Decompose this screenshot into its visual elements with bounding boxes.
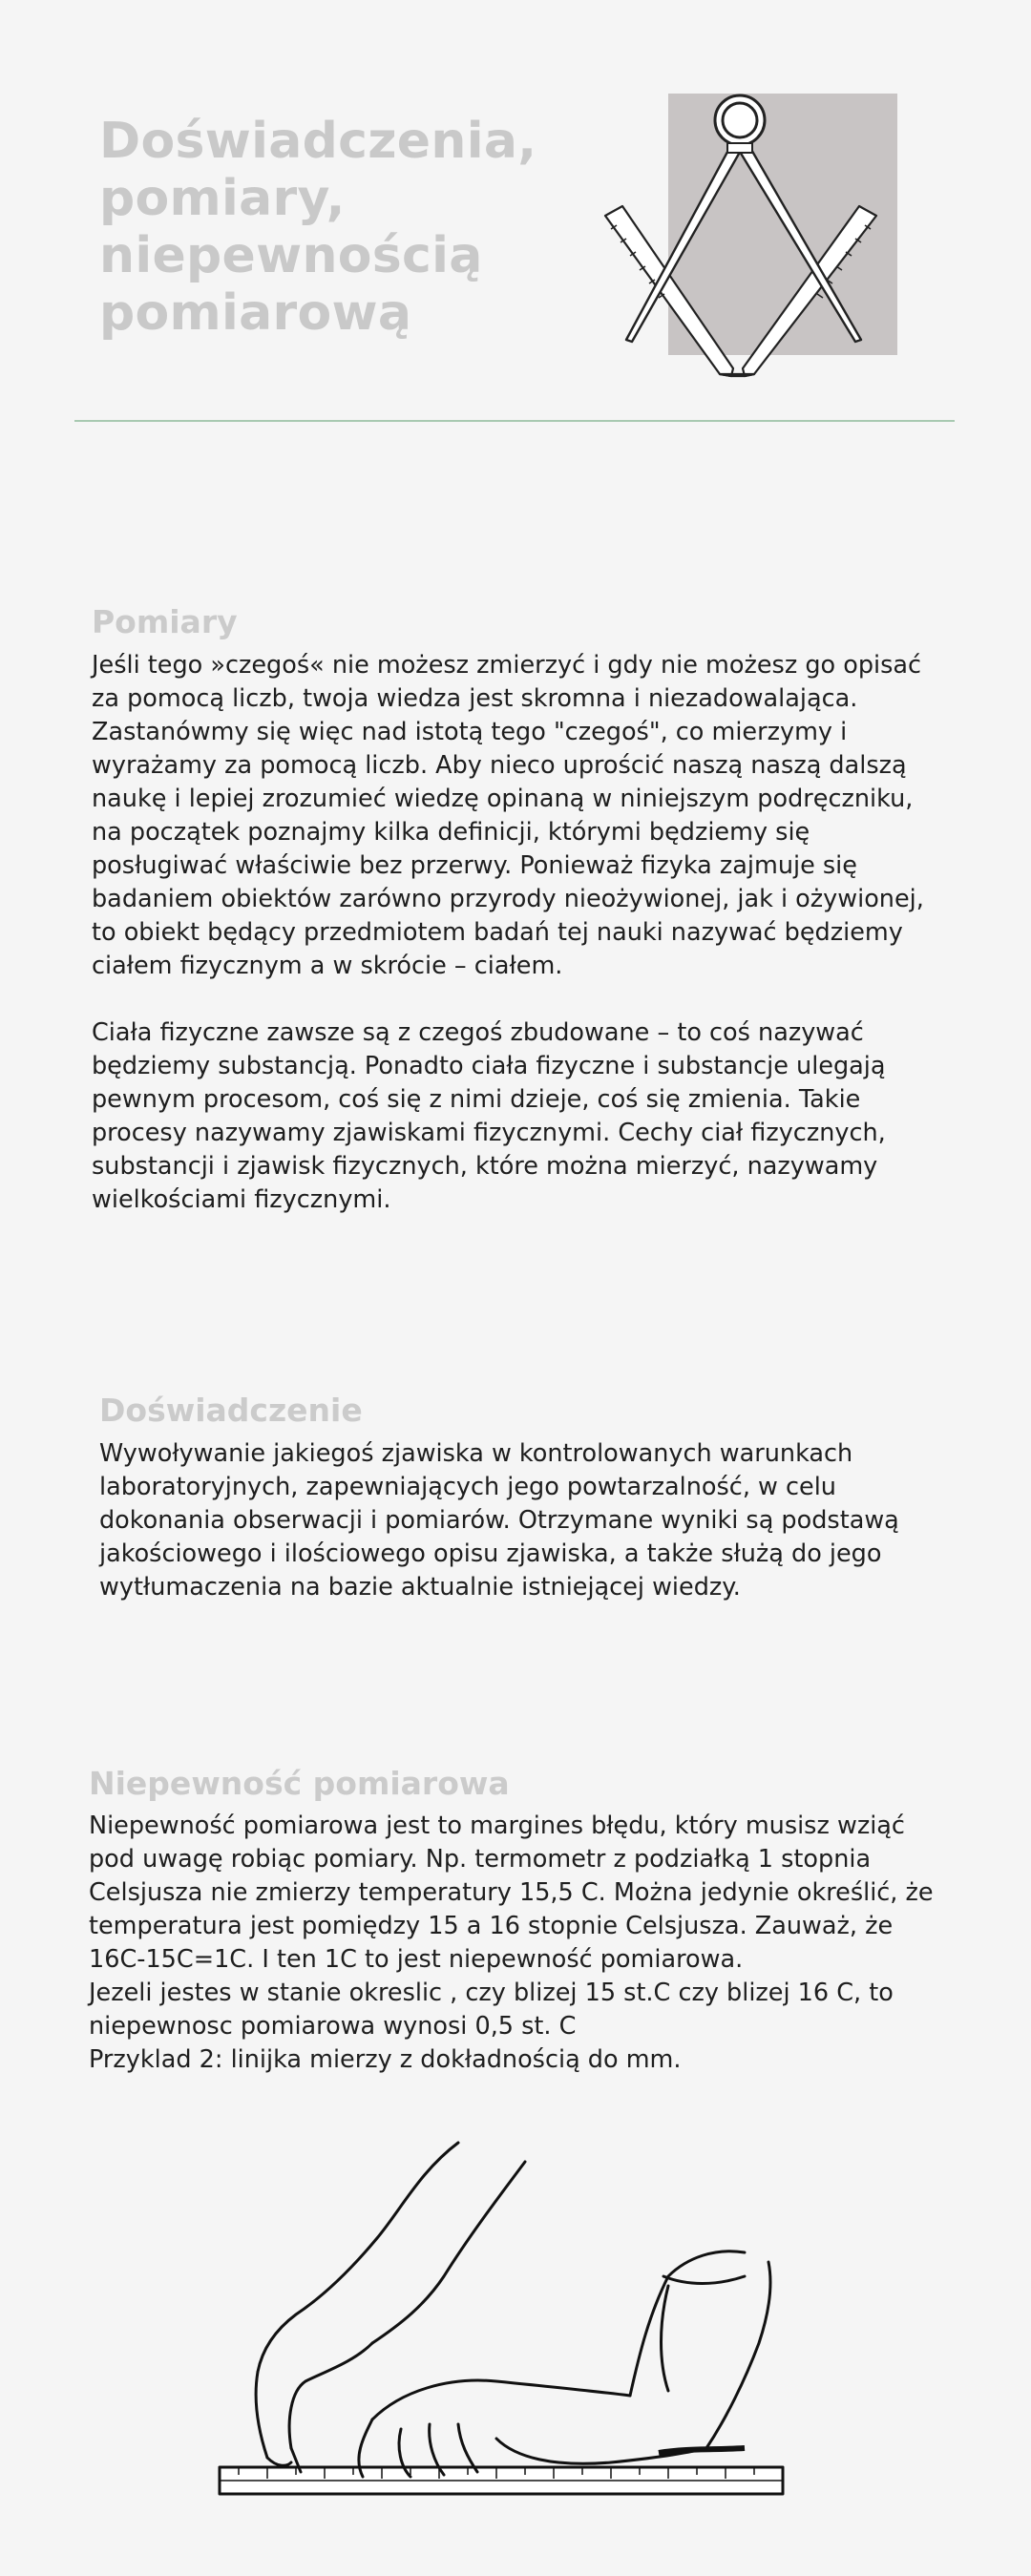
paragraph: Ciała fizyczne zawsze są z czegoś zbudowane – to coś nazywać będziemy substancją. Ponadto ciała fizyczne i substancje ulegają pewnym procesom, coś się z nimi dzieje, coś się zmienia. Takie procesy nazywamy zjawiskami fizycznymi. Cechy ciał fizycznych, substancji i zjawisk fizycznych, które można mierzyć, nazywamy wielkościami fizycznymi.	[92, 1018, 886, 1214]
title-line: pomiary,	[99, 170, 346, 227]
section-heading-doswiadczenie: Doświadczenie	[99, 1392, 363, 1429]
section-heading-pomiary: Pomiary	[92, 603, 238, 640]
compass-square-icon	[582, 92, 897, 387]
title-line: niepewnością	[99, 227, 483, 284]
title-line: Doświadczenia,	[99, 113, 537, 170]
paragraph: Jeśli tego »czegoś« nie możesz zmierzyć i gdy nie możesz go opisać za pomocą liczb, twoja wiedza jest skromna i niezadowalająca. Zastanówmy się więc nad istotą tego "czegoś", co mierzymy i wyrażamy za pomocą liczb. Aby nieco uprościć naszą naszą dalszą naukę i lepiej zrozumieć wiedzę opinaną w niniejszym podręczniku, na początek poznajmy kilka definicji, którymi będziemy się posługiwać właściwie bez przerwy. Ponieważ fizyka zajmuje się badaniem obiektów zarówno przyrody nieożywionej, jak i ożywionej, to obiekt będący przedmiotem badań tej nauki nazywać będziemy ciałem fizycznym a w skrócie – ciałem.	[92, 651, 924, 980]
section-body-niepewnosc	[89, 1810, 938, 2077]
hands-measuring-ruler-icon	[210, 2133, 802, 2515]
section-body-pomiary	[92, 649, 932, 1217]
section-heading-niepewnosc: Niepewność pomiarowa	[89, 1765, 510, 1802]
text-line: Niepewność pomiarowa jest to margines błędu, który musisz wziąć pod uwagę robiąc pomiary. Np. termometr z podziałką 1 stopnia Celsjusza nie zmierzy temperatury 15,5 C. Można jedynie określić, że temperatura jest pomiędzy 15 a 16 stopnie Celsjusza. Zauważ, że 16C-15C=1C. I ten 1C to jest niepewność pomiarowa.	[89, 1812, 934, 1974]
section-body-doswiadczenie	[99, 1437, 939, 1604]
page-title	[99, 113, 538, 342]
paragraph: Wywoływanie jakiegoś zjawiska w kontrolowanych warunkach laboratoryjnych, zapewniających jego powtarzalność, w celu dokonania obserwacji i pomiarów. Otrzymane wyniki są podstawą jakościowego i ilościowego opisu zjawiska, a także służą do jego wytłumaczenia na bazie aktualnie istniejącej wiedzy.	[99, 1439, 899, 1602]
title-line: pomiarową	[99, 284, 412, 342]
header-divider	[74, 420, 955, 422]
text-line: Przyklad 2: linijka mierzy z dokładnością do mm.	[89, 2045, 682, 2074]
text-line: Jezeli jestes w stanie okreslic , czy blizej 15 st.C czy blizej 16 C, to niepewnosc pomiarowa wynosi 0,5 st. C	[89, 1979, 894, 2041]
